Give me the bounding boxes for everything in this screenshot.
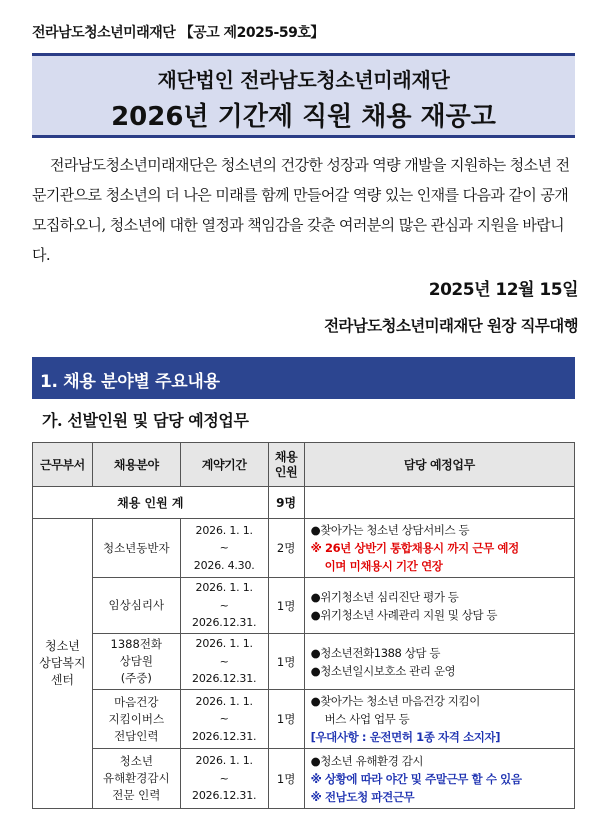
period-sep: ~	[219, 712, 229, 726]
title-main: 2026년 기간제 직원 채용 재공고	[111, 102, 496, 132]
duty-note: [우대사항 : 운전면허 1종 자격 소지자]	[310, 730, 501, 744]
field-line: 1388전화	[110, 637, 163, 651]
period-end: 2026.12.31.	[192, 672, 257, 686]
header-duty: 담당 예정업무	[304, 443, 574, 487]
header-field: 채용분야	[92, 443, 180, 487]
dept-line3: 센터	[50, 673, 75, 687]
field-line: 유해환경감시	[102, 771, 170, 785]
duty-cell	[304, 578, 574, 634]
period-cell	[180, 519, 268, 578]
count-cell: 1명	[268, 578, 304, 634]
duty-cell	[304, 634, 574, 690]
duty-note: ※ 전남도청 파견근무	[310, 789, 415, 804]
notice-date: 2025년 12월 15일	[428, 280, 578, 300]
period-sep: ~	[219, 654, 229, 668]
table-row	[33, 690, 575, 749]
duty-line: ●청소년 유해환경 감시	[310, 753, 424, 768]
period-sep: ~	[219, 541, 229, 555]
period-cell	[180, 578, 268, 634]
period-end: 2026.12.31.	[192, 616, 257, 630]
table-row	[33, 634, 575, 690]
period-start: 2026. 1. 1.	[195, 581, 253, 595]
dept-cell	[33, 519, 93, 809]
period-cell	[180, 749, 268, 809]
field-line: 지킴이버스	[108, 711, 165, 726]
section-bar	[32, 357, 575, 399]
period-sep: ~	[219, 771, 229, 785]
duty-note: ※ 상황에 따라 야간 및 주말근무 할 수 있음	[310, 771, 522, 786]
duty-note: ※ 26년 상반기 통합채용시 까지 근무 예정	[310, 541, 519, 555]
count-cell: 2명	[268, 519, 304, 578]
period-cell	[180, 690, 268, 749]
duty-line: ●위기청소년 사례관리 지원 및 상담 등	[310, 607, 498, 622]
total-label: 채용 인원 계	[33, 487, 269, 519]
notice-number: 전라남도청소년미래재단 【공고 제2025-59호】	[32, 25, 324, 41]
period-end: 2026. 4.30.	[193, 558, 255, 572]
duty-note: 이며 미채용시 기간 연장	[324, 559, 443, 573]
dept-line2: 상담복지	[39, 656, 86, 670]
duty-line: ●찾아가는 청소년 마음건강 지킴이	[310, 694, 480, 708]
count-cell: 1명	[268, 749, 304, 809]
total-row	[33, 487, 575, 519]
recruitment-table	[32, 442, 575, 809]
duty-line: ●위기청소년 심리진단 평가 등	[310, 589, 459, 604]
duty-line: 버스 사업 업무 등	[324, 712, 410, 726]
header-count-line2: 인원	[274, 464, 298, 479]
period-sep: ~	[219, 598, 229, 612]
header-period: 계약기간	[180, 443, 268, 487]
count-cell: 1명	[268, 634, 304, 690]
duty-line: ●찾아가는 청소년 상담서비스 등	[310, 523, 470, 537]
field-line: 청소년	[119, 754, 153, 768]
period-end: 2026.12.31.	[192, 789, 257, 803]
subsection-title: 가. 선발인원 및 담당 예정업무	[42, 411, 249, 430]
field-cell	[92, 519, 180, 578]
table-row	[33, 749, 575, 809]
field-line: 전문 인력	[112, 788, 161, 802]
period-start: 2026. 1. 1.	[195, 523, 253, 537]
period-start: 2026. 1. 1.	[195, 637, 253, 651]
header-count	[268, 443, 304, 487]
count-cell: 1명	[268, 690, 304, 749]
field-cell	[92, 578, 180, 634]
field-line: 임상심리사	[108, 598, 165, 612]
period-start: 2026. 1. 1.	[195, 754, 253, 768]
duty-line: ●청소년일시보호소 관리 운영	[310, 663, 456, 678]
title-organization: 재단법인 전라남도청소년미래재단	[157, 68, 450, 92]
duty-cell	[304, 519, 574, 578]
table-row	[33, 519, 575, 578]
header-dept: 근무부서	[33, 443, 93, 487]
field-cell	[92, 749, 180, 809]
header-count-line1: 채용	[274, 449, 298, 464]
signer: 전라남도청소년미래재단 원장 직무대행	[324, 317, 578, 335]
field-cell	[92, 634, 180, 690]
duty-cell	[304, 749, 574, 809]
total-count: 9명	[268, 487, 304, 519]
field-line: 마음건강	[114, 694, 159, 709]
dept-line1: 청소년	[45, 639, 80, 653]
field-cell	[92, 690, 180, 749]
field-line: 청소년동반자	[102, 540, 170, 555]
period-end: 2026.12.31.	[192, 729, 257, 743]
intro-paragraph: 전라남도청소년미래재단은 청소년의 건강한 성장과 역량 개발을 지원하는 청소년 전문기관으로 청소년의 더 나은 미래를 함께 만들어갈 역량 있는 인재를 다음과 같이 공개 모집하오니, 청소년에 대한 열정과 책임감을 갖춘 여러분의 많은 관심과 지원을 바랍니다.	[32, 156, 570, 264]
period-start: 2026. 1. 1.	[195, 694, 253, 708]
title-box	[32, 53, 575, 138]
period-cell	[180, 634, 268, 690]
table-header-row	[33, 443, 575, 487]
table-row	[33, 578, 575, 634]
duty-cell	[304, 690, 574, 749]
duty-line: ●청소년전화1388 상담 등	[310, 645, 441, 660]
section-title: 1. 채용 분야별 주요내용	[40, 372, 220, 392]
field-line: 전담인력	[114, 728, 159, 743]
field-line: (주중)	[120, 671, 152, 685]
total-empty	[304, 487, 574, 519]
field-line: 상담원	[119, 654, 153, 668]
